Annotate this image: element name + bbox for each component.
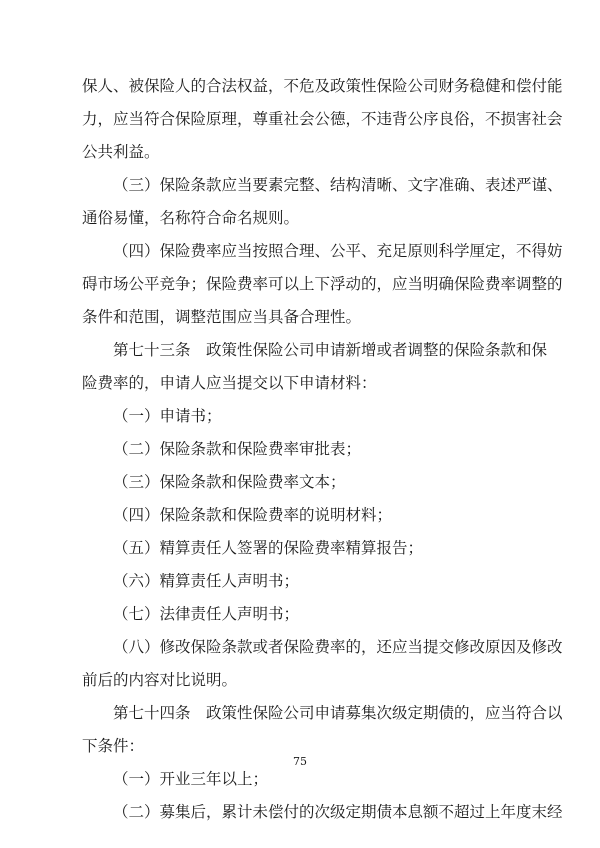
text-line: 通俗易懂，名称符合命名规则。 — [82, 209, 300, 227]
text-line: （七）法律责任人声明书； — [113, 605, 300, 623]
text-line: 第七十三条 政策性保险公司申请新增或者调整的保险条款和保 — [113, 341, 548, 359]
text-line: （二）募集后，累计未偿付的次级定期债本息额不超过上年度末经 — [113, 803, 563, 821]
text-line: （八）修改保险条款或者保险费率的，还应当提交修改原因及修改 — [113, 638, 563, 656]
text-line: （一）开业三年以上； — [113, 770, 269, 788]
text-line: 公共利益。 — [82, 143, 160, 161]
text-line: （六）精算责任人声明书； — [113, 572, 300, 590]
text-line: 第七十四条 政策性保险公司申请募集次级定期债的，应当符合以 — [113, 704, 563, 722]
page-number: 75 — [293, 755, 307, 768]
text-line: （四）保险条款和保险费率的说明材料； — [113, 506, 393, 524]
text-line: （二）保险条款和保险费率审批表； — [113, 440, 362, 458]
text-line: （一）申请书； — [113, 407, 222, 425]
text-line: （三）保险条款应当要素完整、结构清晰、文字准确、表述严谨、 — [113, 176, 563, 194]
text-line: （四）保险费率应当按照合理、公平、充足原则科学厘定，不得妨 — [113, 242, 563, 260]
text-line: 条件和范围，调整范围应当具备合理性。 — [82, 308, 362, 326]
text-line: 碍市场公平竞争；保险费率可以上下浮动的，应当明确保险费率调整的 — [82, 275, 563, 293]
text-line: 前后的内容对比说明。 — [82, 671, 238, 689]
text-line: （三）保险条款和保险费率文本； — [113, 473, 346, 491]
text-line: 保人、被保险人的合法权益，不危及政策性保险公司财务稳健和偿付能 — [82, 77, 563, 95]
text-line: 力，应当符合保险原理，尊重社会公德，不违背公序良俗，不损害社会 — [82, 110, 563, 128]
text-line: 下条件： — [82, 737, 145, 755]
text-line: 险费率的，申请人应当提交以下申请材料： — [82, 374, 377, 392]
text-line: （五）精算责任人签署的保险费率精算报告； — [113, 539, 424, 557]
